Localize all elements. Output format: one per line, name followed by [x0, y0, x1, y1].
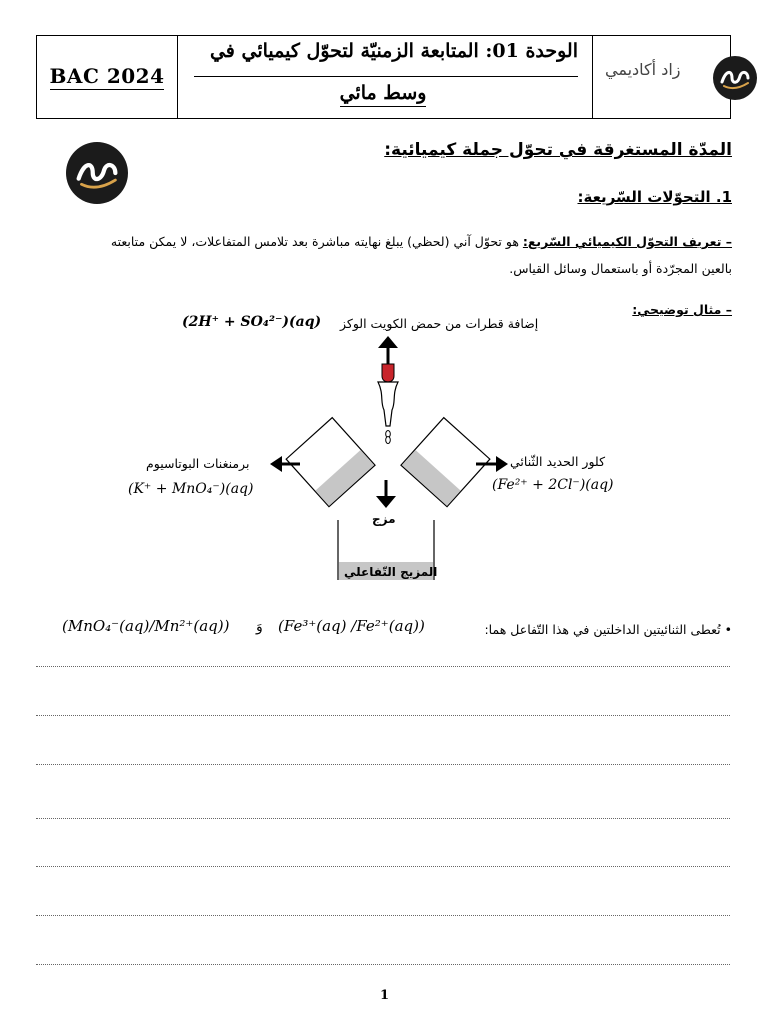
answer-line — [36, 764, 730, 765]
answer-line — [36, 666, 730, 667]
subsection-title: 1. التحوّلات السّريعة: — [577, 188, 732, 206]
experiment-diagram — [270, 330, 510, 580]
right-beaker — [401, 418, 490, 507]
iron-chloride-label: كلور الحديد الثّنائي — [510, 454, 606, 469]
iron-chloride-formula: (Fe²⁺ + 2Cl⁻)(aq) — [492, 477, 614, 493]
answer-line — [36, 964, 730, 965]
permanganate-formula: (K⁺ + MnO₄⁻)(aq) — [128, 481, 254, 497]
unit-title-line1: الوحدة 01: المتابعة الزمنيّة لتحوّل كيميائي في — [209, 40, 578, 62]
page-number: 1 — [380, 988, 390, 1003]
unit-title-divider — [194, 76, 578, 77]
definition-paragraph — [32, 232, 732, 252]
brand-cell — [593, 36, 730, 118]
couple-mn: (MnO₄⁻(aq)/Mn²⁺(aq)) — [62, 617, 230, 635]
couples-text: • تُعطى الثنائيتين الداخلتين في هذا التّفاعل هما: — [484, 622, 732, 637]
left-beaker — [286, 418, 375, 507]
unit-title-cell — [178, 36, 593, 118]
acid-formula: (2H⁺ + SO₄²⁻)(aq) — [182, 314, 322, 330]
and-word: وَ — [256, 619, 263, 635]
bac-label: BAC 2024 — [49, 64, 165, 88]
permanganate-label: برمنغنات البوتاسيوم — [146, 456, 250, 471]
bac-cell — [37, 36, 178, 118]
section-logo-icon — [66, 142, 128, 204]
brand-logo-icon — [713, 56, 757, 100]
answer-line — [36, 715, 730, 716]
answer-line — [36, 866, 730, 867]
definition-text: هو تحوّل آني (لحظي) يبلغ نهايته مباشرة بعد تلامس المتفاعلات، لا يمكن متابعته — [110, 234, 523, 249]
couple-fe: (Fe³⁺(aq) /Fe²⁺(aq)) — [278, 617, 425, 635]
mix-label: مزج — [372, 512, 396, 526]
header-table — [36, 35, 731, 119]
answer-line — [36, 818, 730, 819]
brand-name: زاد أكاديمي — [605, 60, 681, 79]
reaction-mixture-label: المزيج التّفاعلي — [344, 565, 438, 579]
unit-title-line2: وسط مائي — [273, 82, 493, 104]
definition-label: – تعريف التحوّل الكيميائي السّريع: — [522, 234, 732, 249]
answer-line — [36, 915, 730, 916]
section-title: المدّة المستغرقة في تحوّل جملة كيميائية: — [384, 140, 732, 160]
example-label: – مثال توضيحي: — [632, 302, 732, 317]
acid-label: إضافة قطرات من حمض الكويت الوكز — [340, 316, 539, 331]
definition-text-line2: بالعين المجرّدة أو باستعمال وسائل القياس. — [509, 261, 732, 276]
